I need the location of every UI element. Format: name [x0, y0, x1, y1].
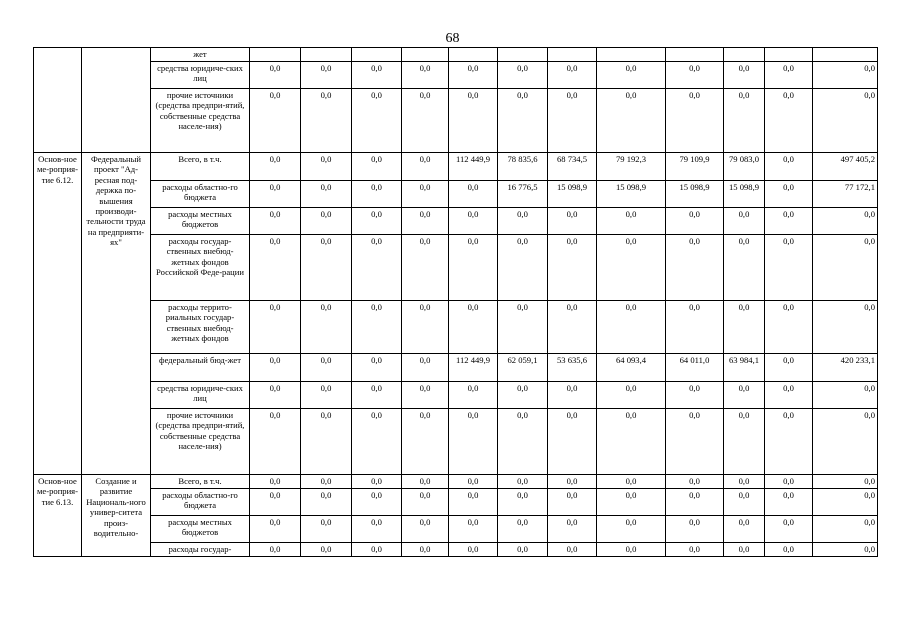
value-cell: 0,0	[352, 181, 402, 208]
value-cell: 0,0	[301, 235, 352, 301]
value-cell: 0,0	[352, 382, 402, 409]
value-cell: 0,0	[813, 301, 878, 354]
value-cell: 16 776,5	[498, 181, 548, 208]
table-row	[34, 153, 878, 181]
value-cell: 0,0	[352, 409, 402, 475]
value-cell: 0,0	[724, 89, 765, 153]
value-cell: 0,0	[250, 516, 301, 543]
value-cell: 0,0	[548, 543, 597, 557]
funding-source-cell: средства юридиче-ских лиц	[151, 62, 250, 89]
value-cell: 0,0	[724, 301, 765, 354]
value-cell: 0,0	[402, 89, 449, 153]
value-cell: 0,0	[765, 153, 813, 181]
value-cell: 0,0	[402, 62, 449, 89]
value-cell: 77 172,1	[813, 181, 878, 208]
table-row	[34, 409, 878, 475]
value-cell: 0,0	[765, 181, 813, 208]
value-cell: 0,0	[250, 354, 301, 382]
value-cell: 0,0	[666, 235, 724, 301]
value-cell	[666, 48, 724, 62]
project-name-cell: Федеральный проект "Ад-ресная под-держка по-вышения производи-тельности труда на предприяти-ях"	[82, 153, 151, 475]
funding-source-cell: расходы областно-го бюджета	[151, 181, 250, 208]
value-cell: 0,0	[666, 89, 724, 153]
value-cell: 0,0	[724, 409, 765, 475]
value-cell: 0,0	[724, 543, 765, 557]
value-cell: 0,0	[548, 409, 597, 475]
value-cell: 0,0	[666, 208, 724, 235]
value-cell: 0,0	[301, 89, 352, 153]
value-cell: 0,0	[301, 354, 352, 382]
value-cell: 0,0	[666, 516, 724, 543]
value-cell: 0,0	[402, 382, 449, 409]
value-cell: 0,0	[724, 489, 765, 516]
funding-source-cell: расходы областно-го бюджета	[151, 489, 250, 516]
value-cell: 0,0	[765, 62, 813, 89]
value-cell: 0,0	[498, 409, 548, 475]
value-cell: 0,0	[597, 409, 666, 475]
value-cell: 0,0	[813, 516, 878, 543]
value-cell: 0,0	[352, 153, 402, 181]
value-cell: 0,0	[449, 475, 498, 489]
value-cell	[250, 48, 301, 62]
value-cell	[724, 48, 765, 62]
value-cell: 0,0	[352, 489, 402, 516]
table-row	[34, 208, 878, 235]
value-cell: 0,0	[813, 475, 878, 489]
value-cell: 0,0	[449, 543, 498, 557]
value-cell: 0,0	[250, 62, 301, 89]
table-row	[34, 235, 878, 301]
value-cell: 0,0	[250, 208, 301, 235]
value-cell: 0,0	[597, 516, 666, 543]
value-cell	[813, 48, 878, 62]
value-cell: 497 405,2	[813, 153, 878, 181]
value-cell: 0,0	[402, 153, 449, 181]
value-cell: 0,0	[301, 475, 352, 489]
value-cell: 0,0	[498, 489, 548, 516]
value-cell: 0,0	[402, 235, 449, 301]
value-cell: 0,0	[352, 89, 402, 153]
value-cell: 0,0	[402, 181, 449, 208]
value-cell	[449, 48, 498, 62]
value-cell: 0,0	[498, 516, 548, 543]
value-cell: 0,0	[402, 301, 449, 354]
table-row	[34, 181, 878, 208]
project-name-cell: Создание и развитие Националь-ного универ-ситета произ-водительно-	[82, 475, 151, 557]
value-cell: 0,0	[813, 543, 878, 557]
value-cell: 79 109,9	[666, 153, 724, 181]
table-body	[34, 48, 878, 557]
table-row	[34, 301, 878, 354]
value-cell: 63 984,1	[724, 354, 765, 382]
funding-source-cell: расходы террито-риальных государ-ственных внебюд-жетных фондов	[151, 301, 250, 354]
table-row	[34, 489, 878, 516]
value-cell: 0,0	[498, 89, 548, 153]
page-number: 68	[445, 31, 460, 46]
value-cell: 0,0	[765, 543, 813, 557]
value-cell: 0,0	[724, 235, 765, 301]
funding-source-cell: Всего, в т.ч.	[151, 153, 250, 181]
value-cell: 0,0	[597, 475, 666, 489]
value-cell: 0,0	[301, 543, 352, 557]
value-cell: 0,0	[301, 153, 352, 181]
value-cell: 15 098,9	[724, 181, 765, 208]
value-cell: 15 098,9	[666, 181, 724, 208]
project-name-cell	[82, 48, 151, 153]
table-row	[34, 475, 878, 489]
value-cell: 64 093,4	[597, 354, 666, 382]
measure-cell: Основ-ное ме-роприя-тие 6.13.	[34, 475, 82, 557]
value-cell: 0,0	[250, 543, 301, 557]
value-cell: 0,0	[724, 475, 765, 489]
value-cell: 0,0	[724, 208, 765, 235]
value-cell: 0,0	[666, 62, 724, 89]
value-cell: 0,0	[449, 235, 498, 301]
value-cell: 64 011,0	[666, 354, 724, 382]
value-cell: 0,0	[666, 489, 724, 516]
value-cell: 0,0	[666, 301, 724, 354]
value-cell: 0,0	[402, 489, 449, 516]
funding-source-cell: расходы государ-	[151, 543, 250, 557]
value-cell: 0,0	[301, 181, 352, 208]
value-cell: 0,0	[666, 543, 724, 557]
value-cell: 0,0	[352, 208, 402, 235]
value-cell	[352, 48, 402, 62]
value-cell: 0,0	[724, 516, 765, 543]
value-cell: 0,0	[250, 89, 301, 153]
value-cell: 0,0	[813, 208, 878, 235]
value-cell: 0,0	[597, 89, 666, 153]
value-cell: 0,0	[597, 235, 666, 301]
value-cell: 0,0	[301, 62, 352, 89]
value-cell: 0,0	[765, 354, 813, 382]
value-cell: 0,0	[765, 516, 813, 543]
value-cell: 53 635,6	[548, 354, 597, 382]
value-cell: 112 449,9	[449, 354, 498, 382]
value-cell: 0,0	[765, 409, 813, 475]
value-cell: 0,0	[250, 382, 301, 409]
value-cell: 0,0	[402, 516, 449, 543]
value-cell: 0,0	[548, 208, 597, 235]
table-row	[34, 89, 878, 153]
value-cell: 78 835,6	[498, 153, 548, 181]
value-cell: 0,0	[813, 382, 878, 409]
value-cell: 0,0	[813, 62, 878, 89]
table-row	[34, 516, 878, 543]
value-cell: 0,0	[498, 62, 548, 89]
value-cell: 0,0	[449, 382, 498, 409]
funding-source-cell: расходы государ-ственных внебюд-жетных фондов Российской Феде-рации	[151, 235, 250, 301]
funding-source-cell: федеральный бюд-жет	[151, 354, 250, 382]
value-cell: 0,0	[250, 409, 301, 475]
value-cell	[498, 48, 548, 62]
value-cell: 0,0	[498, 475, 548, 489]
value-cell: 0,0	[449, 516, 498, 543]
funding-source-cell: жет	[151, 48, 250, 62]
funding-source-cell: расходы местных бюджетов	[151, 208, 250, 235]
value-cell: 0,0	[498, 382, 548, 409]
value-cell: 0,0	[402, 409, 449, 475]
value-cell: 0,0	[402, 354, 449, 382]
value-cell: 0,0	[449, 301, 498, 354]
value-cell: 0,0	[548, 89, 597, 153]
value-cell: 0,0	[449, 181, 498, 208]
value-cell: 0,0	[765, 235, 813, 301]
budget-table	[33, 47, 878, 557]
value-cell: 0,0	[402, 543, 449, 557]
funding-source-cell: прочие источники (средства предпри-ятий, собственные средства населе-ния)	[151, 89, 250, 153]
value-cell: 0,0	[813, 489, 878, 516]
value-cell: 0,0	[301, 516, 352, 543]
value-cell: 0,0	[352, 301, 402, 354]
value-cell: 420 233,1	[813, 354, 878, 382]
value-cell: 0,0	[548, 235, 597, 301]
value-cell: 0,0	[250, 475, 301, 489]
value-cell: 0,0	[765, 89, 813, 153]
value-cell: 0,0	[597, 543, 666, 557]
value-cell: 0,0	[250, 153, 301, 181]
value-cell: 0,0	[449, 208, 498, 235]
value-cell: 0,0	[813, 409, 878, 475]
value-cell: 0,0	[765, 382, 813, 409]
table-row	[34, 382, 878, 409]
value-cell: 0,0	[250, 181, 301, 208]
table-row	[34, 62, 878, 89]
value-cell: 0,0	[813, 235, 878, 301]
value-cell: 0,0	[548, 475, 597, 489]
value-cell: 0,0	[597, 208, 666, 235]
value-cell: 0,0	[548, 382, 597, 409]
value-cell: 0,0	[449, 62, 498, 89]
value-cell: 0,0	[352, 543, 402, 557]
value-cell: 0,0	[352, 354, 402, 382]
value-cell: 0,0	[250, 489, 301, 516]
funding-source-cell: Всего, в т.ч.	[151, 475, 250, 489]
value-cell: 0,0	[352, 516, 402, 543]
value-cell: 0,0	[597, 301, 666, 354]
value-cell: 0,0	[548, 62, 597, 89]
table-row	[34, 543, 878, 557]
value-cell	[548, 48, 597, 62]
value-cell: 0,0	[301, 208, 352, 235]
value-cell: 0,0	[765, 208, 813, 235]
value-cell: 0,0	[666, 382, 724, 409]
value-cell: 0,0	[498, 543, 548, 557]
value-cell: 68 734,5	[548, 153, 597, 181]
value-cell: 0,0	[597, 382, 666, 409]
value-cell	[402, 48, 449, 62]
value-cell: 0,0	[498, 301, 548, 354]
funding-source-cell: средства юридиче-ских лиц	[151, 382, 250, 409]
value-cell: 0,0	[402, 475, 449, 489]
value-cell: 0,0	[765, 489, 813, 516]
value-cell: 0,0	[250, 301, 301, 354]
value-cell: 0,0	[301, 382, 352, 409]
value-cell: 0,0	[548, 516, 597, 543]
value-cell: 0,0	[498, 208, 548, 235]
value-cell: 0,0	[449, 89, 498, 153]
table-row	[34, 354, 878, 382]
value-cell: 0,0	[301, 409, 352, 475]
value-cell: 15 098,9	[548, 181, 597, 208]
value-cell: 0,0	[765, 301, 813, 354]
funding-source-cell: расходы местных бюджетов	[151, 516, 250, 543]
value-cell: 0,0	[548, 301, 597, 354]
value-cell: 0,0	[402, 208, 449, 235]
value-cell: 79 083,0	[724, 153, 765, 181]
value-cell: 0,0	[597, 489, 666, 516]
measure-cell	[34, 48, 82, 153]
value-cell: 0,0	[724, 62, 765, 89]
value-cell	[301, 48, 352, 62]
table-row	[34, 48, 878, 62]
value-cell: 0,0	[813, 89, 878, 153]
value-cell: 0,0	[352, 475, 402, 489]
value-cell: 0,0	[301, 489, 352, 516]
value-cell: 0,0	[597, 62, 666, 89]
value-cell: 0,0	[250, 235, 301, 301]
value-cell	[765, 48, 813, 62]
value-cell: 62 059,1	[498, 354, 548, 382]
value-cell: 79 192,3	[597, 153, 666, 181]
value-cell: 15 098,9	[597, 181, 666, 208]
funding-source-cell: прочие источники (средства предпри-ятий, собственные средства населе-ния)	[151, 409, 250, 475]
value-cell: 0,0	[449, 409, 498, 475]
value-cell: 0,0	[548, 489, 597, 516]
measure-cell: Основ-ное ме-роприя-тие 6.12.	[34, 153, 82, 475]
value-cell: 0,0	[449, 489, 498, 516]
value-cell: 0,0	[498, 235, 548, 301]
value-cell: 0,0	[301, 301, 352, 354]
value-cell: 0,0	[352, 235, 402, 301]
value-cell: 0,0	[666, 475, 724, 489]
value-cell: 0,0	[765, 475, 813, 489]
value-cell: 0,0	[724, 382, 765, 409]
value-cell: 0,0	[666, 409, 724, 475]
value-cell	[597, 48, 666, 62]
value-cell: 0,0	[352, 62, 402, 89]
value-cell: 112 449,9	[449, 153, 498, 181]
